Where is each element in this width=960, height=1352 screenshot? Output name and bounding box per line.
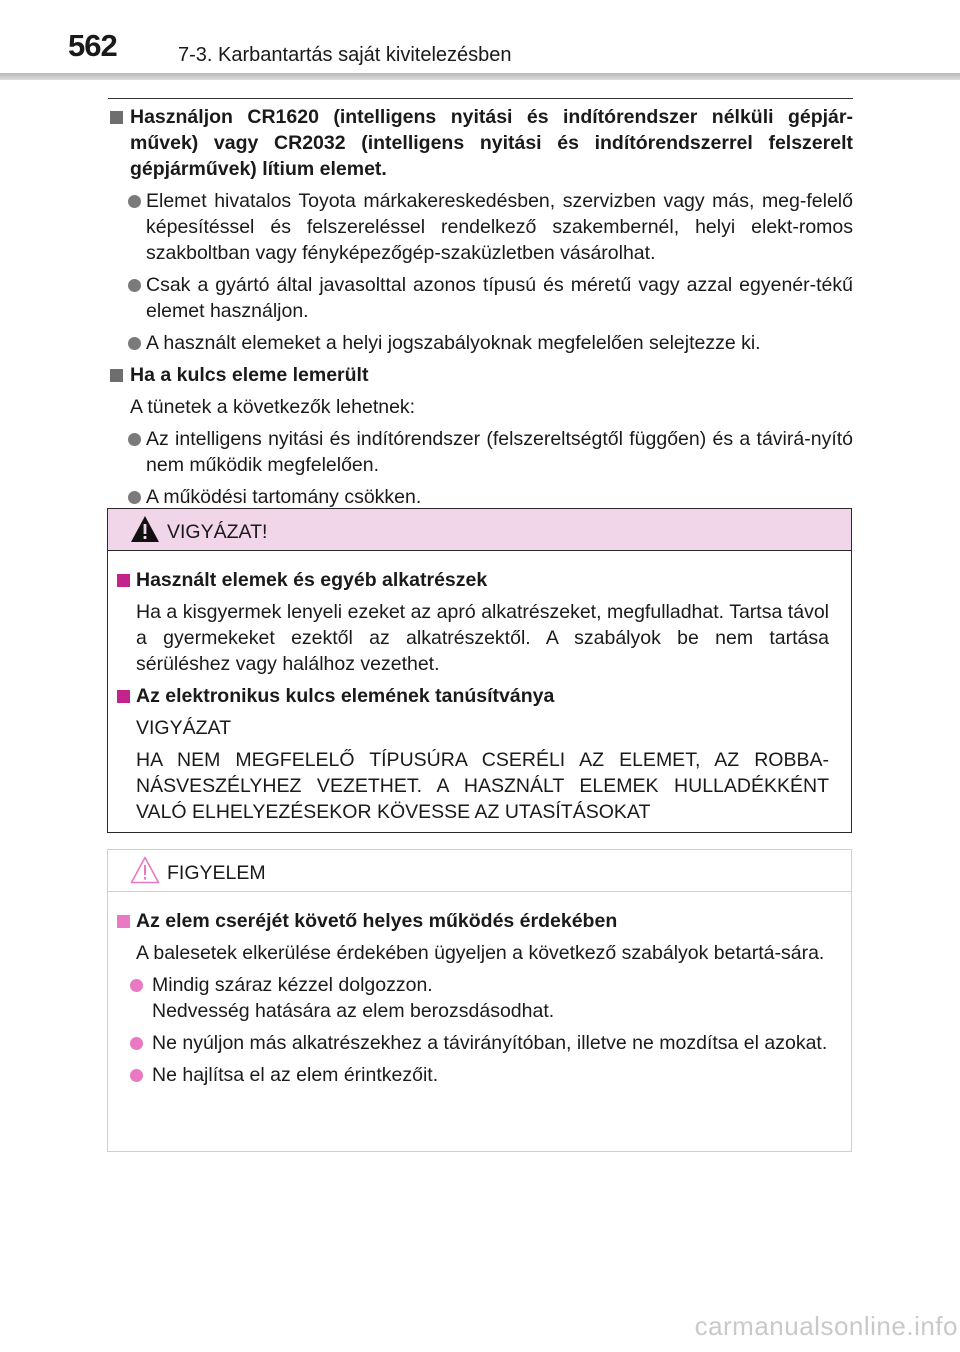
list-item: Ne hajlítsa el az elem érintkezőit. <box>114 1062 829 1088</box>
paragraph: A balesetek elkerülése érdekében ügyeljen a következő szabályok betartá-sára. <box>136 942 825 964</box>
square-bullet-icon <box>110 369 123 382</box>
list-item: Az intelligens nyitási és indítórendszer (felszereltségtől függően) és a távirá-nyító nem működik megfelelően. <box>108 426 853 478</box>
notice-box <box>107 849 852 1152</box>
warning-box <box>107 508 852 833</box>
round-bullet-icon <box>128 279 141 292</box>
list-item: Ne nyúljon más alkatrészekhez a távirányítóban, illetve ne mozdítsa el azokat. <box>114 1030 829 1056</box>
square-bullet-icon <box>110 111 123 124</box>
notice-title: FIGYELEM <box>167 862 266 884</box>
warning-triangle-icon <box>130 515 160 543</box>
square-bullet-icon <box>117 690 130 703</box>
warning-title: VIGYÁZAT! <box>167 521 268 543</box>
section-title: 7-3. Karbantartás saját kivitelezésben <box>178 44 512 66</box>
watermark: carmanualsonline.info <box>694 1311 958 1341</box>
round-bullet-icon <box>128 195 141 208</box>
round-bullet-icon <box>130 1037 143 1050</box>
caution-triangle-icon <box>130 856 160 884</box>
page-header <box>0 0 960 80</box>
list-item: A működési tartomány csökken. <box>108 484 853 510</box>
heading-battery-depleted: Ha a kulcs eleme lemerült <box>108 362 853 388</box>
round-bullet-icon <box>128 337 141 350</box>
square-bullet-icon <box>117 915 130 928</box>
notice-heading: Az elem cseréjét követő helyes működés érdekében <box>114 908 829 934</box>
warning-header <box>108 509 851 551</box>
round-bullet-icon <box>130 979 143 992</box>
header-bar <box>0 73 960 80</box>
warning-body <box>108 551 851 841</box>
round-bullet-icon <box>128 491 141 504</box>
list-item: Csak a gyártó által javasolttal azonos típusú és méretű vagy azzal egyenér-tékű elemet használjon. <box>108 272 853 324</box>
notice-header <box>108 850 851 892</box>
list-item: Mindig száraz kézzel dolgozzon. Nedvesség hatására az elem berozsdásodhat. <box>114 972 829 1024</box>
round-bullet-icon <box>130 1069 143 1082</box>
paragraph: HA NEM MEGFELELŐ TÍPUSÚRA CSERÉLI AZ ELEMET, AZ ROBBA-NÁSVESZÉLYHEZ VEZETHET. A HASZNÁLT ELEMEK HULLADÉKKÉNT VALÓ ELHELYEZÉSEKOR KÖVESSE AZ UTASÍTÁSOKAT <box>136 749 829 823</box>
paragraph: A tünetek a következők lehetnek: <box>130 396 416 418</box>
notice-body <box>108 892 851 1104</box>
main-content <box>108 104 853 516</box>
warning-heading-certificate: Az elektronikus kulcs elemének tanúsítványa <box>114 683 829 709</box>
warning-heading-parts: Használt elemek és egyéb alkatrészek <box>114 567 829 593</box>
top-divider <box>108 98 853 99</box>
paragraph: Ha a kisgyermek lenyeli ezeket az apró alkatrészeket, megfulladhat. Tartsa távol a gyermekeket ezektől az alkatrészektől. A szabályok be nem tartása sérüléshez vagy halálhoz vezethet. <box>136 601 829 675</box>
list-item: A használt elemeket a helyi jogszabályoknak megfelelően selejtezze ki. <box>108 330 853 356</box>
list-item: Elemet hivatalos Toyota márkakereskedésben, szervizben vagy más, meg-felelő képesítéssel és felszereléssel rendelkező szakembernél, helyi elekt-romos szakboltban vagy fényképezőgép-szaküzletben vásárolhat. <box>108 188 853 266</box>
paragraph: VIGYÁZAT <box>136 717 231 739</box>
square-bullet-icon <box>117 574 130 587</box>
round-bullet-icon <box>128 433 141 446</box>
heading-battery-type: Használjon CR1620 (intelligens nyitási és indítórendszer nélküli gépjár-művek) vagy CR2032 (intelligens nyitási és indítórendszerrel felszerelt gépjárművek) lítium elemet. <box>108 104 853 182</box>
page-number: 562 <box>68 28 117 63</box>
